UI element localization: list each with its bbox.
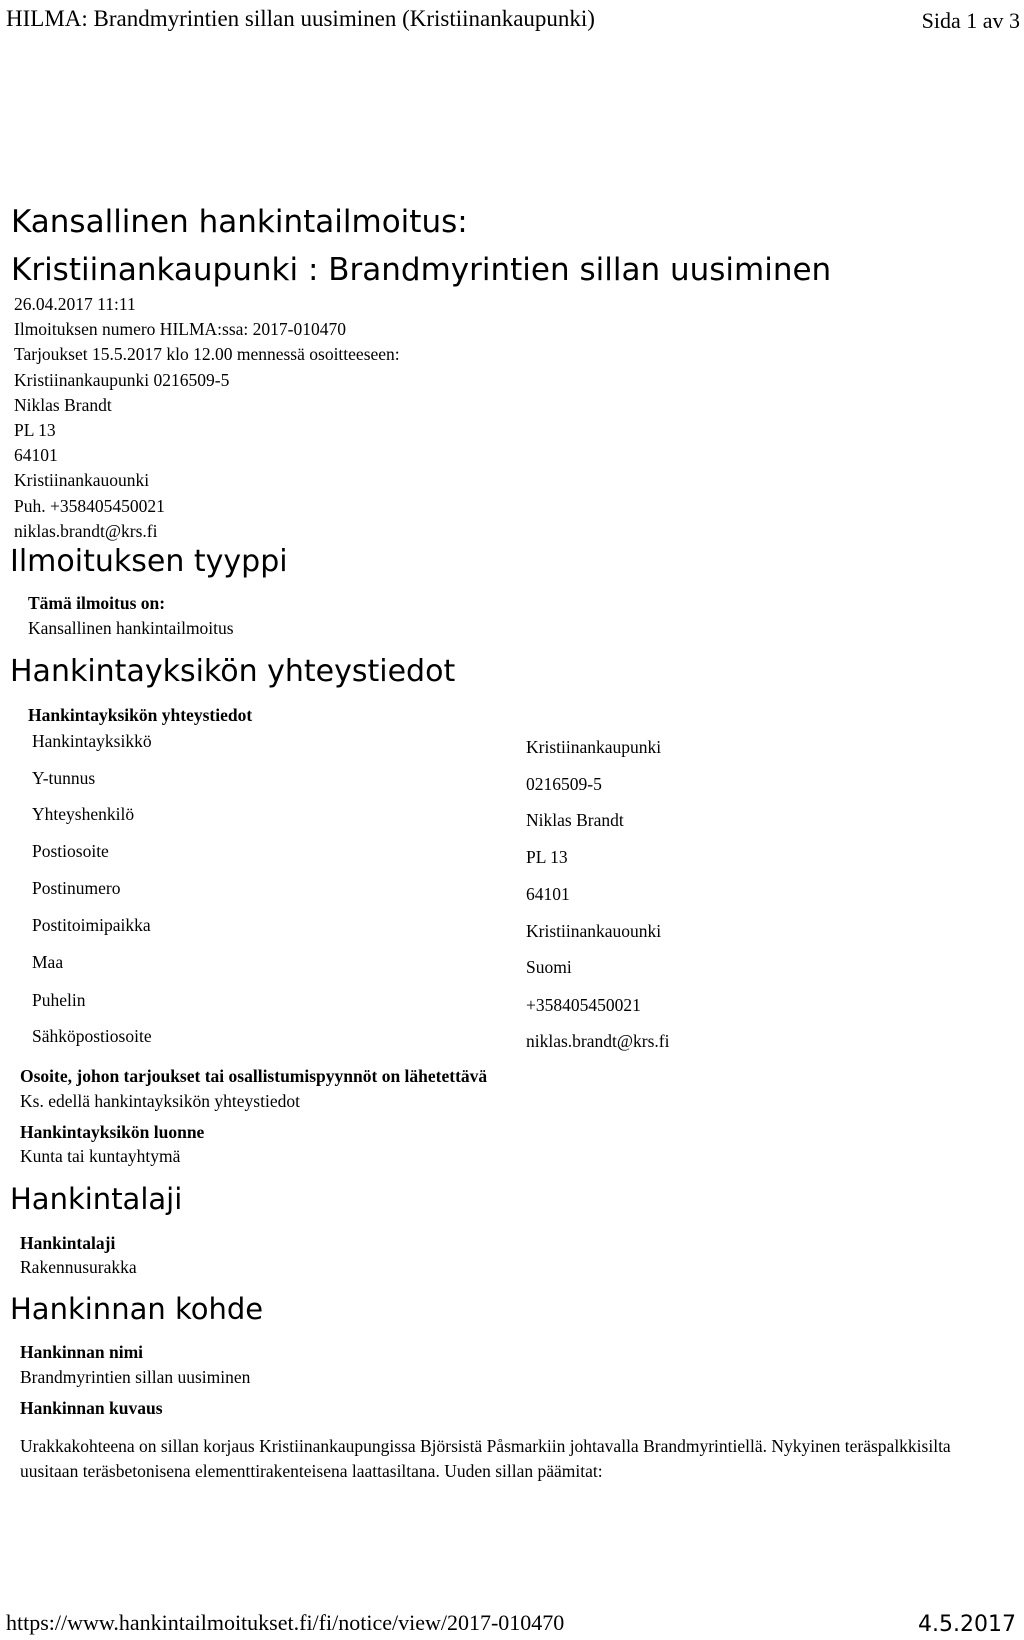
contact-row-label: Postinumero — [32, 878, 121, 898]
object-name-value: Brandmyrintien sillan uusiminen — [20, 1367, 251, 1387]
meta-line: Puh. +358405450021 — [14, 495, 165, 516]
contact-row-value: Niklas Brandt — [526, 810, 624, 830]
contact-row-label: Y-tunnus — [32, 768, 96, 788]
section-heading-object: Hankinnan kohde — [10, 1292, 264, 1326]
contact-sublabel: Hankintayksikön yhteystiedot — [28, 705, 253, 725]
contact-row-label: Postitoimipaikka — [32, 915, 151, 935]
section-heading-contact: Hankintayksikön yhteystiedot — [10, 654, 456, 689]
notice-type-label: Tämä ilmoitus on: — [28, 593, 166, 613]
address-label: Osoite, johon tarjoukset tai osallistumispyynnöt on lähetettävä — [20, 1066, 488, 1086]
meta-line: 26.04.2017 11:11 — [14, 294, 136, 314]
contact-row-label: Postiosoite — [32, 841, 109, 861]
contact-row-value: niklas.brandt@krs.fi — [526, 1031, 670, 1051]
page-header-title: HILMA: Brandmyrintien sillan uusiminen (Kristiinankaupunki) — [6, 6, 595, 31]
contact-row-value: 0216509-5 — [526, 774, 602, 794]
contact-row-label: Yhteyshenkilö — [32, 804, 135, 824]
footer-date: 4.5.2017 — [918, 1612, 1016, 1637]
contact-row-value: PL 13 — [526, 847, 568, 867]
meta-line: Niklas Brandt — [14, 394, 112, 415]
contact-row-value: 64101 — [526, 884, 570, 904]
meta-line: Tarjoukset 15.5.2017 klo 12.00 mennessä osoitteeseen: — [14, 344, 400, 365]
meta-line: PL 13 — [14, 419, 56, 440]
nature-value: Kunta tai kuntayhtymä — [20, 1146, 181, 1166]
notice-type-value: Kansallinen hankintailmoitus — [28, 618, 234, 638]
meta-line: 64101 — [14, 445, 58, 466]
contact-row-value: +358405450021 — [526, 995, 641, 1015]
object-desc-value: Urakkakohteena on sillan korjaus Kristiinankaupungissa Björsistä Påsmarkiin johtavalla Brandmyrintiellä. Nykyinen teräspalkkisilta uusitaan teräsbetonisena elementtirakenteisena laattasiltana. Uuden sillan päämitat: — [20, 1436, 951, 1481]
meta-line: Ilmoituksen numero HILMA:ssa: 2017-010470 — [14, 319, 346, 340]
contact-row-label: Hankintayksikkö — [32, 731, 152, 751]
contact-row-label: Sähköpostiosoite — [32, 1026, 152, 1046]
object-desc-label: Hankinnan kuvaus — [20, 1398, 163, 1418]
contact-row-value: Kristiinankauounki — [526, 921, 662, 941]
notice-title-line1: Kansallinen hankintailmoitus: — [11, 204, 468, 240]
footer-url[interactable]: https://www.hankintailmoitukset.fi/fi/notice/view/2017-010470 — [6, 1610, 565, 1635]
section-heading-notice-type: Ilmoituksen tyyppi — [10, 544, 288, 579]
address-value: Ks. edellä hankintayksikön yhteystiedot — [20, 1091, 300, 1111]
contact-row-value: Kristiinankaupunki — [526, 737, 662, 757]
object-name-label: Hankinnan nimi — [20, 1342, 144, 1362]
nature-label: Hankintayksikön luonne — [20, 1122, 205, 1142]
contract-type-value: Rakennusurakka — [20, 1257, 137, 1277]
section-heading-contract-type: Hankintalaji — [10, 1182, 183, 1216]
notice-meta — [14, 292, 400, 544]
contract-type-label: Hankintalaji — [20, 1233, 116, 1253]
meta-line: Kristiinankaupunki 0216509-5 — [14, 369, 230, 390]
meta-line: Kristiinankauounki — [14, 470, 150, 491]
contact-row-label: Puhelin — [32, 990, 86, 1010]
contact-row-value: Suomi — [526, 957, 572, 977]
contact-row-label: Maa — [32, 952, 64, 972]
notice-title-line2: Kristiinankaupunki : Brandmyrintien sillan uusiminen — [11, 252, 832, 288]
meta-line: niklas.brandt@krs.fi — [14, 520, 158, 541]
page-number: Sida 1 av 3 — [921, 8, 1020, 33]
